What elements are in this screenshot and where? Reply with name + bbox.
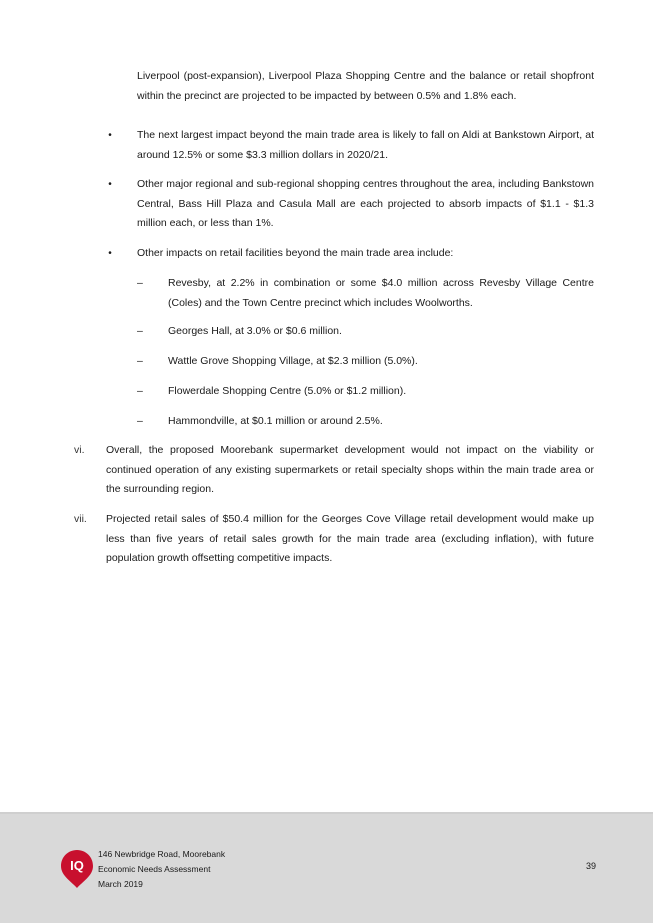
bullet-dot: • <box>108 130 112 141</box>
footer-date: March 2019 <box>98 879 143 889</box>
bullet-dot: • <box>108 248 112 259</box>
roman-numeral: vi. <box>74 444 85 456</box>
footer-info <box>98 847 225 892</box>
sub-list-text: Revesby, at 2.2% in combination or some $4.0 million across Revesby Village Centre (Coles) and the Town Centre precinct which includes Woolworths. <box>168 277 594 309</box>
bullet-dot: • <box>108 179 112 190</box>
bullet-text: Other major regional and sub-regional shopping centres throughout the area, including Bankstown Central, Bass Hill Plaza and Casula Mall are each projected to absorb impacts of $1.1 - $1.3 million each, or less than 1%. <box>137 178 594 229</box>
dash-marker: – <box>137 355 143 367</box>
dash-marker: – <box>137 385 143 397</box>
page-footer <box>0 812 653 923</box>
sub-list-text: Wattle Grove Shopping Village, at $2.3 million (5.0%). <box>168 355 418 367</box>
logo-text: IQ <box>70 858 84 873</box>
sub-list-text: Georges Hall, at 3.0% or $0.6 million. <box>168 325 342 337</box>
dash-marker: – <box>137 415 143 427</box>
continuation-paragraph: Liverpool (post-expansion), Liverpool Plaza Shopping Centre and the balance or retail shopfront within the precinct are projected to be impacted by between 0.5% and 1.8% each. <box>137 70 594 102</box>
footer-divider <box>0 812 653 814</box>
sub-list-text: Flowerdale Shopping Centre (5.0% or $1.2 million). <box>168 385 407 397</box>
page-number: 39 <box>585 861 596 871</box>
dash-marker: – <box>137 277 143 289</box>
roman-numeral: vii. <box>74 513 87 525</box>
numbered-text: Overall, the proposed Moorebank supermarket development would not impact on the viability or continued operation of any existing supermarkets or retail specialty shops within the main trade area or the surrounding region. <box>106 444 594 495</box>
numbered-text: Projected retail sales of $50.4 million for the Georges Cove Village retail development would make up less than five years of retail sales growth for the main trade area (excluding inflation), with future population growth offsetting competitive impacts. <box>106 513 594 564</box>
sub-list-text: Hammondville, at $0.1 million or around 2.5%. <box>168 415 383 427</box>
footer-address: 146 Newbridge Road, Moorebank <box>98 849 226 859</box>
bullet-text: Other impacts on retail facilities beyond the main trade area include: <box>137 247 454 259</box>
footer-report-title: Economic Needs Assessment <box>98 864 211 874</box>
bullet-text: The next largest impact beyond the main trade area is likely to fall on Aldi at Bankstown Airport, at around 12.5% or some $3.3 million dollars in 2020/21. <box>137 129 594 161</box>
dash-marker: – <box>137 325 143 337</box>
iq-logo-icon <box>60 849 94 889</box>
